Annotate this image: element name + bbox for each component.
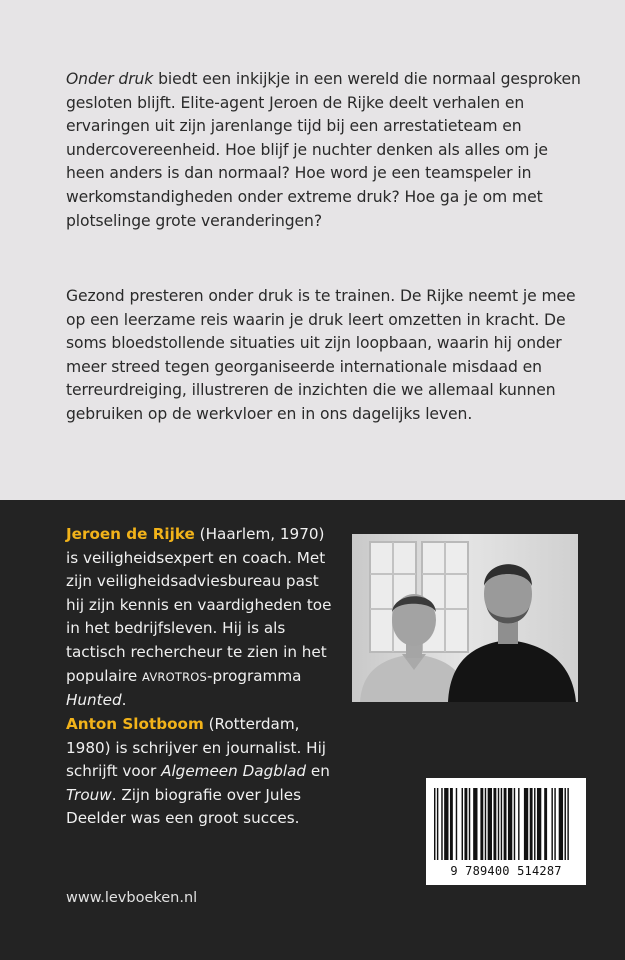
isbn-barcode	[426, 778, 586, 864]
barcode-bar	[462, 788, 463, 860]
barcode-bar	[504, 788, 507, 860]
barcode-bar	[444, 788, 448, 860]
newspaper-2: Trouw	[66, 785, 112, 804]
author-name-1: Jeroen de Rijke	[66, 525, 195, 543]
book-title-inline: Onder druk	[66, 70, 154, 88]
description-paragraph-1	[66, 68, 586, 233]
barcode-bar	[469, 788, 470, 860]
barcode-bar	[544, 788, 547, 860]
barcode-bar	[473, 788, 477, 860]
author-bio-2: Anton Slotboom (Rotterdam, 1980) is schrijver en journalist. Hij schrijft voor Algemeen Dagblad en Trouw. Zijn biografie over Jules Deelder was een groot succes.	[66, 715, 330, 828]
barcode-bar	[508, 788, 512, 860]
barcode-bar	[501, 788, 502, 860]
barcode-bar	[518, 788, 519, 860]
barcode-bar	[485, 788, 486, 860]
barcode-bar	[534, 788, 535, 860]
description-text-1: biedt een inkijkje in een wereld die normaal gesproken gesloten blijft. Elite-agent Jeroen de Rijke deelt verhalen en ervaringen uit zijn jarenlange tijd bij een arrestatieteam en undercovereenheid. Hoe blijf je nuchter denken als alles om je heen anders is dan normaal? Hoe word je een teamspeler in werkomstandigheden onder extreme druk? Hoe ga je om met plotselinge grote veranderingen?	[66, 70, 581, 230]
isbn-number: 9 789400 514287	[450, 864, 562, 878]
broadcaster-name: AVROTROS	[142, 669, 208, 684]
barcode-bar	[456, 788, 457, 860]
barcode-bar	[441, 788, 442, 860]
barcode-bar	[450, 788, 453, 860]
barcode-box	[426, 778, 586, 885]
description-paragraph-2: Gezond presteren onder druk is te trainen. De Rijke neemt je mee op een leerzame reis waarin je druk leert omzetten in kracht. De soms bloedstollende situaties uit zijn loopbaan, waarin hij onder meer streed tegen georganiseerde internationale misdaad en terreurdreiging, illustreren de inzichten die we allemaal kunnen gebruiken op de werkvloer en in ons dagelijks leven.	[66, 287, 576, 423]
barcode-bar	[551, 788, 552, 860]
barcode-bar	[437, 788, 438, 860]
barcode-bar	[537, 788, 541, 860]
author-bio-1: Jeroen de Rijke (Haarlem, 1970) is veiligheidsexpert en coach. Met zijn veiligheidsadviesbureau past hij zijn kennis en vaardigheden toe in het bedrijfsleven. Hij is als tactisch rechercheur te zien in het populaire AVROTROS-programma Hunted.	[66, 525, 332, 710]
barcode-bar	[493, 788, 496, 860]
barcode-bar	[565, 788, 566, 860]
barcode-bar	[530, 788, 533, 860]
show-title: Hunted	[66, 691, 122, 710]
barcode-bar	[498, 788, 499, 860]
publisher-website: www.levboeken.nl	[66, 890, 198, 906]
barcode-bar	[554, 788, 555, 860]
newspaper-1: Algemeen Dagblad	[161, 762, 307, 781]
author-name-2: Anton Slotboom	[66, 715, 204, 733]
barcode-bar	[434, 788, 435, 860]
barcode-bar	[480, 788, 483, 860]
barcode-bar	[567, 788, 568, 860]
barcode-bar	[464, 788, 467, 860]
barcode-bar	[514, 788, 515, 860]
barcode-bar	[559, 788, 563, 860]
barcode-bar	[488, 788, 492, 860]
authors-photo	[352, 534, 578, 702]
barcode-bar	[524, 788, 528, 860]
authors-photo-illustration	[352, 534, 578, 702]
